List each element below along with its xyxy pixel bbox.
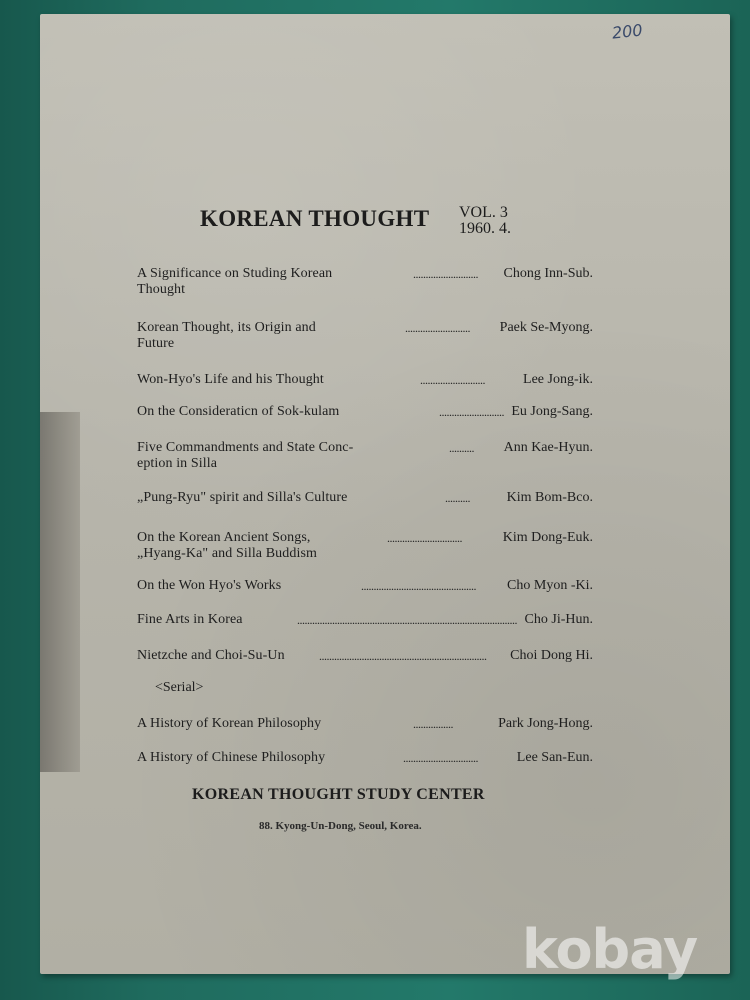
toc-entry-author: Cho Ji-Hun. <box>524 612 593 627</box>
toc-title-line: Five Commandments and State Conc- <box>137 440 354 455</box>
toc-title-line: Korean Thought, its Origin and <box>137 320 316 335</box>
toc-entry-title: „Pung-Ryu" spirit and Silla's Culture <box>137 490 348 505</box>
toc-entry-author: Eu Jong-Sang. <box>511 404 593 419</box>
toc-entry-title <box>137 266 332 298</box>
publisher-name: KOREAN THOUGHT STUDY CENTER <box>192 786 485 803</box>
serial-section-label: <Serial> <box>155 680 204 695</box>
journal-title: KOREAN THOUGHT <box>200 206 430 231</box>
dot-leader: .......... <box>445 491 470 505</box>
toc-entry <box>137 404 593 424</box>
toc-entry-author: Park Jong-Hong. <box>498 716 593 731</box>
toc-entry <box>137 266 593 302</box>
dot-leader: .......................... <box>405 321 470 335</box>
toc-entry-title: Fine Arts in Korea <box>137 612 243 627</box>
toc-entry-author: Cho Myon -Ki. <box>507 578 593 593</box>
toc-entry-title: On the Won Hyo's Works <box>137 578 282 593</box>
toc-entry <box>137 490 593 510</box>
toc-entry-title: On the Consideraticn of Sok-kulam <box>137 404 340 419</box>
toc-entry <box>137 530 593 566</box>
toc-entry <box>137 578 593 598</box>
toc-entry-author: Ann Kae-Hyun. <box>503 440 593 455</box>
dot-leader: .......................... <box>439 405 504 419</box>
dot-leader: ........................................................................................ <box>297 613 517 627</box>
toc-title-line: „Hyang-Ka" and Silla Buddism <box>137 546 317 561</box>
toc-title-line: Future <box>137 336 175 351</box>
toc-entry-title: Nietzche and Choi-Su-Un <box>137 648 285 663</box>
dot-leader: .......................... <box>420 373 485 387</box>
dot-leader: ................................................................... <box>319 649 487 663</box>
toc-entry <box>137 648 593 668</box>
toc-entry <box>137 320 593 356</box>
dot-leader: .............................................. <box>361 579 476 593</box>
toc-entry <box>137 716 593 736</box>
toc-entry-title <box>137 530 317 562</box>
handwritten-price-note: 200 <box>611 20 644 43</box>
volume-info <box>459 205 511 237</box>
toc-entry-author: Choi Dong Hi. <box>510 648 593 663</box>
toc-entry-title: A History of Korean Philosophy <box>137 716 322 731</box>
toc-entry <box>137 750 593 770</box>
toc-title-line: eption in Silla <box>137 456 218 471</box>
toc-entry <box>137 440 593 476</box>
toc-entry-author: Kim Dong-Euk. <box>502 530 593 545</box>
toc-entry-title <box>137 320 316 352</box>
dot-leader: .............................. <box>403 751 478 765</box>
dot-leader: .............................. <box>387 531 462 545</box>
watermark-logo: kobay <box>522 918 698 981</box>
toc-entry <box>137 612 593 632</box>
toc-entry-title: Won-Hyo's Life and his Thought <box>137 372 324 387</box>
toc-title-line: On the Korean Ancient Songs, <box>137 530 311 545</box>
toc-entry-author: Lee Jong-ik. <box>523 372 593 387</box>
toc-entry-author: Paek Se-Myong. <box>499 320 593 335</box>
toc-entry <box>137 372 593 392</box>
toc-title-line: Thought <box>137 282 186 297</box>
publisher-address: 88. Kyong-Un-Dong, Seoul, Korea. <box>259 820 422 832</box>
dot-leader: .......... <box>449 441 474 455</box>
cover-tear-mark <box>40 412 80 772</box>
toc-entry-title <box>137 440 353 472</box>
issue-date: 1960. 4. <box>459 220 511 237</box>
toc-entry-author: Chong Inn-Sub. <box>503 266 593 281</box>
dot-leader: ................ <box>413 717 453 731</box>
toc-entry-author: Lee San-Eun. <box>516 750 593 765</box>
toc-entry-title: A History of Chinese Philosophy <box>137 750 326 765</box>
toc-entry-author: Kim Bom-Bco. <box>506 490 593 505</box>
toc-title-line: A Significance on Studing Korean <box>137 266 333 281</box>
volume-number: VOL. 3 <box>459 204 508 221</box>
dot-leader: .......................... <box>413 267 478 281</box>
